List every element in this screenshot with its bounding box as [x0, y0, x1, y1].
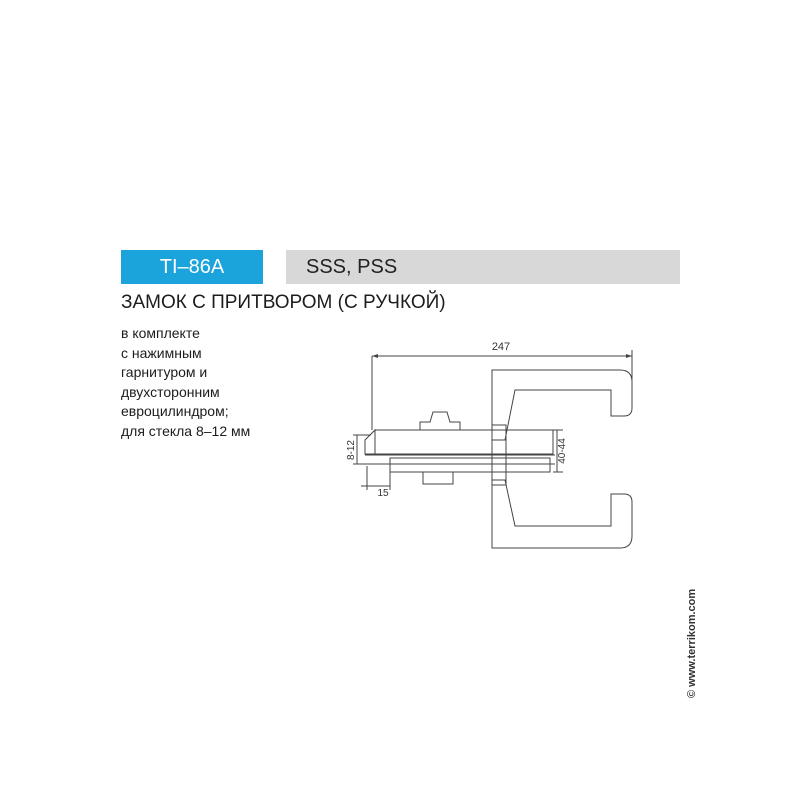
description-line: гарнитуром и: [121, 364, 208, 380]
dim-offset-label: 15: [377, 488, 389, 499]
product-code: TI–86A: [159, 255, 225, 278]
description-line: двухсторонним: [121, 383, 220, 400]
technical-drawing: [335, 330, 645, 570]
product-title: ЗАМОК С ПРИТВОРОМ (С РУЧКОЙ): [121, 292, 446, 313]
glass-stop: [365, 430, 375, 454]
cylinder-bottom: [423, 472, 453, 484]
description-line: в комплекте: [121, 325, 200, 341]
finish-label: SSS, PSS: [306, 255, 398, 278]
cylinder-top: [420, 412, 460, 430]
description-line: для стекла 8–12 мм: [121, 422, 251, 439]
lock-body-bottom: [390, 458, 550, 472]
lock-body-top: [375, 430, 553, 454]
dim-glass-label: 8-12: [346, 439, 357, 461]
arrow-left: [372, 354, 378, 358]
finish-bar: [286, 250, 680, 284]
copyright-text: © www.terrikom.com: [686, 588, 698, 698]
description-line: с нажимным: [121, 344, 202, 361]
copyright-watermark: [684, 553, 704, 698]
dim-thickness-label: 40-44: [557, 438, 568, 464]
dim-width-label: 247: [491, 341, 511, 353]
description-line: евроцилиндром;: [121, 403, 229, 419]
arrow-right: [626, 354, 632, 358]
lower-handle: [492, 480, 632, 548]
product-code-badge: [121, 250, 263, 284]
product-description: [121, 324, 250, 441]
